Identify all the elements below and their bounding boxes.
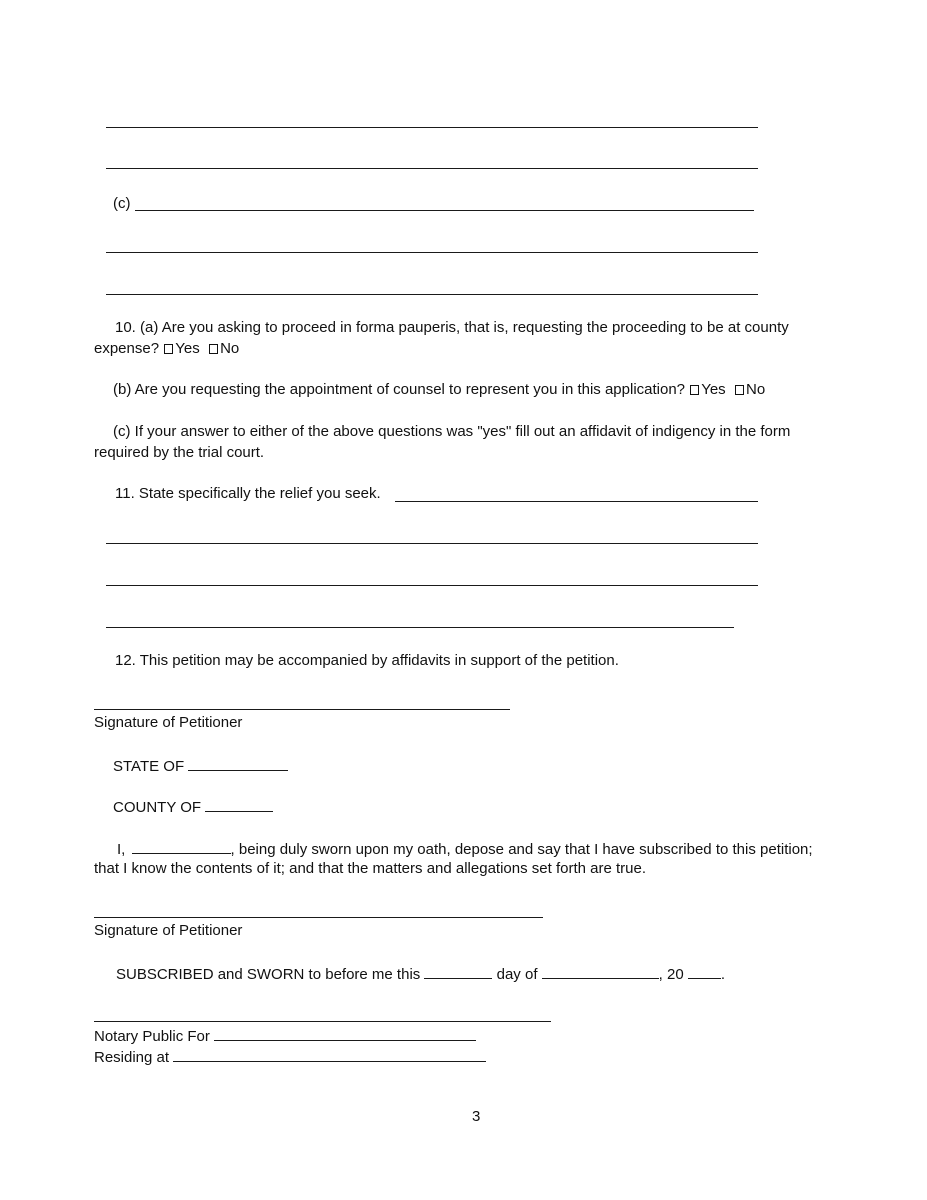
state-field[interactable] bbox=[188, 755, 288, 771]
county-row bbox=[113, 796, 273, 818]
signature-label-1: Signature of Petitioner bbox=[94, 714, 243, 731]
q10a-no-option[interactable] bbox=[208, 339, 239, 359]
checkbox-icon[interactable] bbox=[690, 385, 699, 395]
blank-line-1[interactable] bbox=[106, 127, 758, 128]
signature-line-2[interactable] bbox=[94, 917, 543, 918]
q11-text: 11. State specifically the relief you seek. bbox=[115, 485, 381, 502]
q12-text: 12. This petition may be accompanied by affidavits in support of the petition. bbox=[115, 652, 619, 669]
signature-label-2: Signature of Petitioner bbox=[94, 922, 243, 939]
sworn-text-1: SUBSCRIBED and SWORN to before me this bbox=[116, 966, 421, 983]
notary-row bbox=[94, 1025, 476, 1047]
q10b-line bbox=[113, 380, 765, 400]
sworn-text-2: day of bbox=[496, 966, 538, 983]
oath-prefix: I, bbox=[117, 841, 126, 858]
sworn-text-4: . bbox=[720, 966, 726, 983]
notary-field[interactable] bbox=[214, 1025, 476, 1041]
q10b-no-option[interactable] bbox=[734, 380, 765, 400]
sworn-day-field[interactable] bbox=[424, 963, 492, 979]
checkbox-icon[interactable] bbox=[209, 344, 218, 354]
checkbox-icon[interactable] bbox=[164, 344, 173, 354]
sworn-row bbox=[116, 963, 725, 985]
notary-signature-line[interactable] bbox=[94, 1021, 551, 1022]
q10c-line1: (c) If your answer to either of the above questions was "yes" fill out an affidavit of indigency in the form bbox=[113, 423, 791, 440]
page-number: 3 bbox=[472, 1108, 481, 1125]
residing-field[interactable] bbox=[173, 1046, 486, 1062]
state-row bbox=[113, 755, 288, 777]
q10a-yes-option[interactable] bbox=[163, 339, 199, 359]
blank-line-3[interactable] bbox=[106, 252, 758, 253]
county-field[interactable] bbox=[205, 796, 273, 812]
blank-line-4[interactable] bbox=[106, 294, 758, 295]
q10b-yes-option[interactable] bbox=[689, 380, 725, 400]
q10a-yes-label: Yes bbox=[175, 340, 200, 357]
q10b-text: (b) Are you requesting the appointment of counsel to represent you in this application? bbox=[113, 381, 686, 398]
q10a-no-label: No bbox=[220, 340, 240, 357]
state-label: STATE OF bbox=[113, 758, 185, 775]
notary-label: Notary Public For bbox=[94, 1028, 210, 1045]
q10b-no-label: No bbox=[746, 381, 766, 398]
sworn-year-field[interactable] bbox=[688, 963, 721, 979]
q10a-line1: 10. (a) Are you asking to proceed in forma pauperis, that is, requesting the proceeding to be at county bbox=[115, 319, 789, 336]
q11-answer-line-3[interactable] bbox=[106, 585, 758, 586]
q10a-line2 bbox=[94, 339, 239, 359]
residing-label: Residing at bbox=[94, 1049, 170, 1066]
county-label: COUNTY OF bbox=[113, 799, 202, 816]
signature-line-1[interactable] bbox=[94, 709, 510, 710]
checkbox-icon[interactable] bbox=[735, 385, 744, 395]
item-c-row bbox=[113, 194, 131, 214]
q11-answer-line-1[interactable] bbox=[395, 501, 758, 502]
item-c-line[interactable] bbox=[135, 210, 754, 211]
residing-row bbox=[94, 1046, 486, 1068]
q10b-yes-label: Yes bbox=[701, 381, 726, 398]
oath-line2: that I know the contents of it; and that the matters and allegations set forth are true. bbox=[94, 860, 646, 877]
sworn-text-3: , 20 bbox=[658, 966, 684, 983]
item-c-label: (c) bbox=[113, 195, 131, 212]
blank-line-2[interactable] bbox=[106, 168, 758, 169]
q10c-line2: required by the trial court. bbox=[94, 444, 265, 461]
oath-name-field[interactable] bbox=[132, 838, 231, 854]
q11-answer-line-4[interactable] bbox=[106, 627, 734, 628]
q10a-line2-text: expense? bbox=[94, 340, 160, 357]
q11-answer-line-2[interactable] bbox=[106, 543, 758, 544]
oath-line1-text: , being duly sworn upon my oath, depose and say that I have subscribed to this petition; bbox=[230, 841, 813, 858]
sworn-month-field[interactable] bbox=[542, 963, 659, 979]
oath-line1 bbox=[117, 838, 813, 860]
